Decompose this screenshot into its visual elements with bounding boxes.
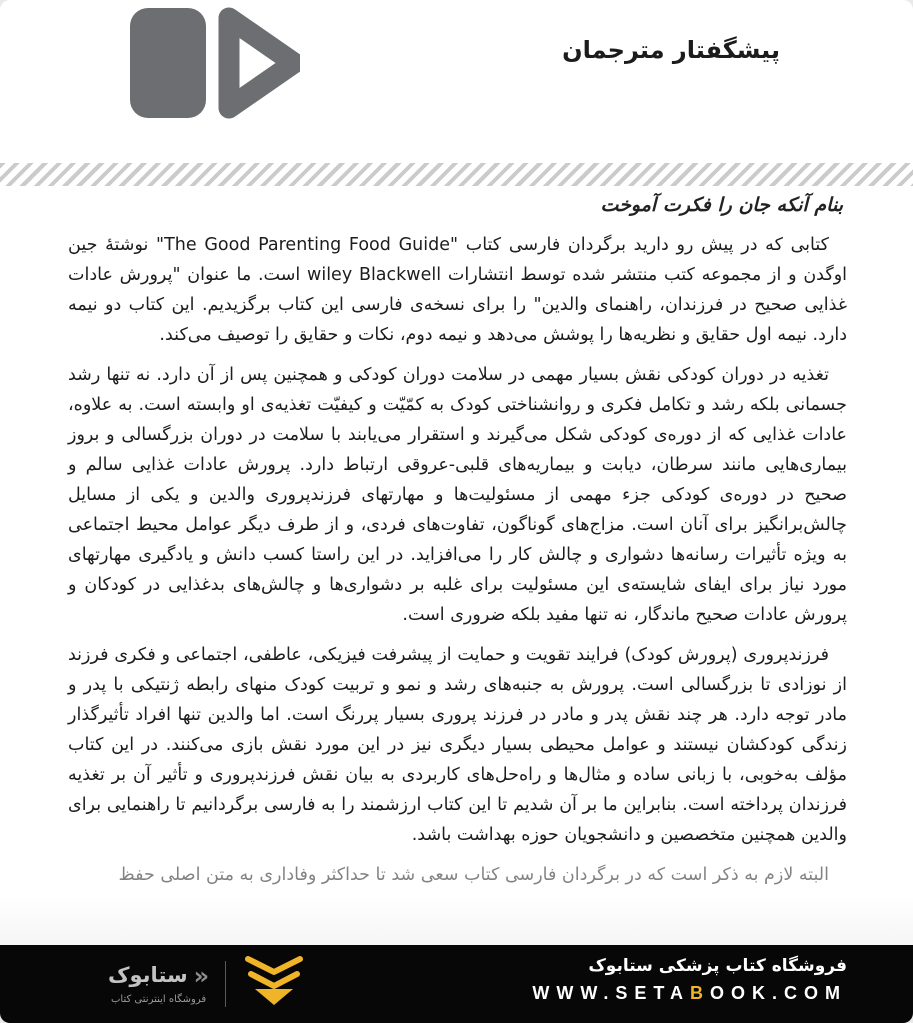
setabook-logo-icon [242, 955, 306, 1013]
guillemet-mark: « [193, 961, 210, 990]
clipped-paragraph-wrap [68, 860, 847, 890]
body-text [68, 194, 847, 890]
setabook-brand [108, 957, 306, 1011]
footer-divider [225, 961, 226, 1007]
url-prefix: WWW.SETA [532, 983, 690, 1003]
brand-subtitle: فروشگاه اینترنتی کتاب [111, 993, 207, 1005]
publisher-logo-icon [128, 6, 300, 120]
paragraph: البته لازم به ذکر است که در برگردان فارسی کتاب سعی شد تا حداکثر وفاداری به متن اصلی حفظ [118, 865, 829, 885]
epigraph: بنام آنکه جان را فکرت آموخت [600, 194, 843, 216]
page-title: پیشگفتار مترجمان [562, 36, 780, 64]
store-title: فروشگاه کتاب پزشکی ستابوک [588, 956, 847, 976]
page-bottom-fade [0, 893, 913, 945]
url-highlight-letter: B [690, 983, 710, 1003]
paragraph: کتابی که در پیش رو دارید برگردان فارسی کتاب "The Good Parenting Food Guide" نوشتۀ جین اوگدن و از مجموعه کتب منتشر شده توسط انتشارات wiley Blackwell است. ما عنوان "پرورش عادات غذایی صحیح در فرزندان، راهنمای والدین" را برای نسخه‌ی فارسی این کتاب برگزیدیم. این کتاب دو نیمه دارد. نیمه اول حقایق و نظریه‌ها را پوشش می‌دهد و نیمه دوم، نکات و حقایق را توصیف می‌کند. [68, 235, 848, 345]
paragraph: تغذیه در دوران کودکی نقش بسیار مهمی در سلامت دوران کودکی و همچنین پس از آن دارد. نه تنها رشد جسمانی بلکه رشد و تکامل فکری و روانشناختی کودک به کمّیّت و کیفیّت تغذیه‌ی او وابسته است. به علاوه، عادات غذایی که از دوره‌ی کودکی شکل می‌گیرند و استقرار می‌یابند با سلامت در دوران بزرگسالی و بروز بیماری‌هایی مانند سرطان، دیابت و بیماریه‌های قلبی-عروقی ارتباط دارد. پرورش عادات غذایی سالم و صحیح در دوره‌ی کودکی جزء مهمی از مسئولیت‌ها و مهارتهای فرزندپروری والدین و یکی از مسایل چالش‌برانگیز برای آنان است. مزاج‌های گوناگون، تفاوت‌های فردی، و از طرف دیگر عوامل محیط اجتماعی به ویژه تأثیرات رسانه‌ها دشواری و چالش کار را می‌افزاید. در این راستا کسب دانش و یادگیری مهارتهای مورد نیاز برای ایفای شایسته‌ی این مسئولیت برای غلبه بر دشواری‌ها و چالش‌های بدغذایی در کودکان و پرورش عادات صحیح ماندگار، نه تنها مفید بلکه ضروری است. [68, 365, 847, 625]
hatch-divider [0, 163, 913, 186]
brand-text [108, 961, 210, 1005]
url-suffix: OOK.COM [710, 983, 847, 1003]
footer-store-info [532, 956, 847, 1004]
paragraph: فرزندپروری (پرورش کودک) فرایند تقویت و حمایت از پیشرفت فیزیکی، عاطفی، اجتماعی و فکری فرزند از نوزادی تا بزرگسالی است. پرورش به جنبه‌های رشد و نمو و تربیت کودک منهای رابطه ژنتیکی با پدر و مادر توجه دارد. هر چند نقش پدر و مادر در فرزند پروری بسیار پررنگ است. اما والدین تنها افراد تأثیرگذار زندگی کودکشان نیستند و عوامل محیطی بسیار دیگری نیز در این مورد نقش بازی می‌کنند. در این کتاب مؤلف به‌خوبی، با زبانی ساده و مثال‌ها و راه‌حل‌های کاربردی به بیان نقش فرزندپروری و تأثیر آن بر تغذیه فرزندان پرداخته است. بنابراین ما بر آن شدیم تا این کتاب ارزشمند را به فارسی برگردانیم تا راهنمایی برای والدین همچنین متخصصین و دانشجویان حوزه بهداشت باشد. [68, 645, 847, 845]
website-url-link[interactable] [532, 983, 847, 1004]
footer-bar [0, 945, 913, 1023]
brand-name: ستابوک [108, 963, 188, 987]
